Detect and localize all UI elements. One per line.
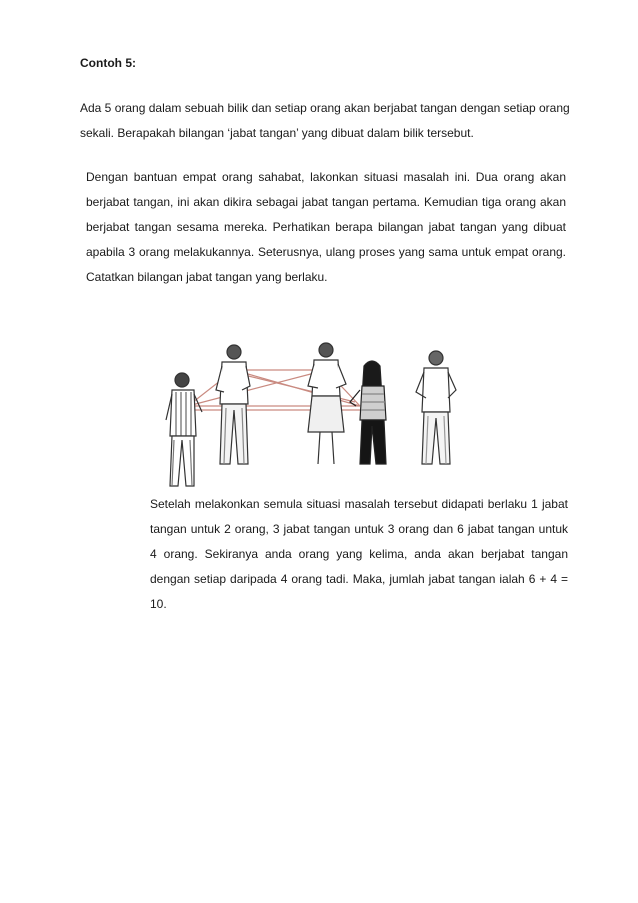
activity-instructions (86, 165, 566, 290)
person-2-figure (216, 345, 250, 464)
person-4-figure (350, 361, 386, 464)
solution-text: Setelah melakonkan semula situasi masalah tersebut didapati berlaku 1 jabat tangan untuk 2 orang, 3 jabat tangan untuk 3 orang dan 6 jabat tangan untuk 4 orang. Sekiranya anda orang yang kelima, anda akan berjabat tangan dengan setiap daripada 4 orang tadi. Maka, jumlah jabat tangan ialah 6 + 4 = 10. (150, 497, 568, 611)
person-3-figure (308, 343, 346, 464)
handshake-line (188, 370, 326, 406)
solution-explanation (150, 492, 568, 617)
problem-statement: Ada 5 orang dalam sebuah bilik dan setiap orang akan berjabat tangan dengan setiap orang sekali. Berapakah bilangan ‘jabat tangan’ yang dibuat dalam bilik tersebut. (80, 101, 570, 140)
handshake-illustration (150, 340, 470, 492)
handshake-diagram (150, 340, 470, 492)
person-5-figure (416, 351, 456, 464)
activity-text: Dengan bantuan empat orang sahabat, lakonkan situasi masalah ini. Dua orang akan berjabat tangan, ini akan dikira sebagai jabat tangan pertama. Kemudian tiga orang akan berjabat tangan sesama mereka. Perhatikan berapa bilangan jabat tangan yang dibuat apabila 3 orang melakukannya. Seterusnya, ulang proses yang sama untuk empat orang. Catatkan bilangan jabat tangan yang berlaku. (86, 170, 566, 284)
person-1-figure (166, 373, 202, 486)
example-heading: Contoh 5: (80, 56, 136, 70)
